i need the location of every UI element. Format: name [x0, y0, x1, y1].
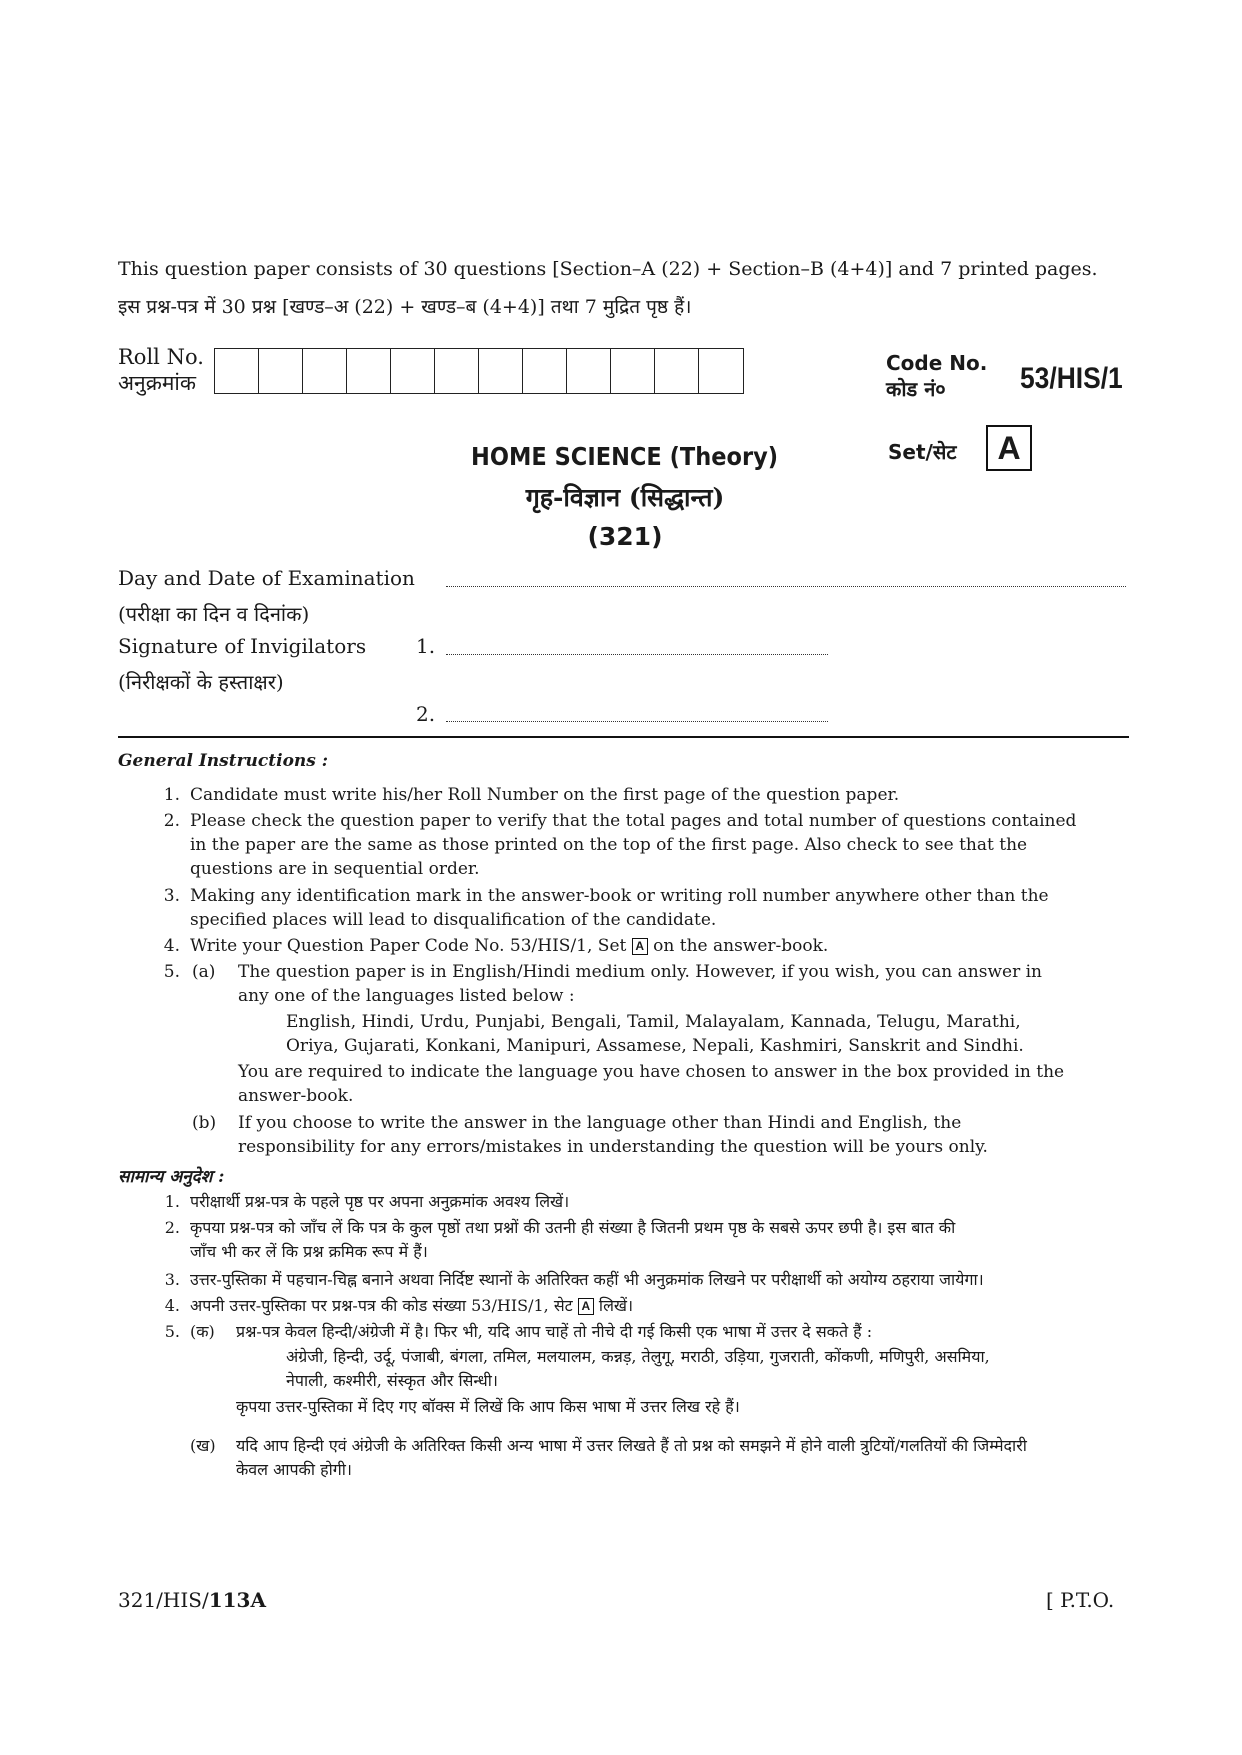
roll-number-cell[interactable] — [303, 349, 347, 393]
hindi-instruction-5b-line2: केवल आपकी होगी। — [236, 1460, 352, 1479]
instruction-5b-line2: responsibility for any errors/mistakes in understanding the question will be yours only. — [238, 1137, 988, 1157]
hindi-instruction-2-line1: कृपया प्रश्न-पत्र को जाँच लें कि पत्र के कुल पृष्ठों तथा प्रश्नों की उतनी ही संख्या है जितनी प्रथम पृष्ठ के सबसे ऊपर छपी है। इस बात की — [190, 1218, 956, 1237]
roll-number-cell[interactable] — [567, 349, 611, 393]
instruction-1: Candidate must write his/her Roll Number on the first page of the question paper. — [190, 785, 900, 805]
roll-number-label: Roll No. अनुक्रमांक — [118, 345, 204, 395]
set-a-mark-hi: A — [578, 1298, 594, 1315]
instruction-3-line2: specified places will lead to disqualification of the candidate. — [190, 910, 717, 930]
languages-list-line1: English, Hindi, Urdu, Punjabi, Bengali, Tamil, Malayalam, Kannada, Telugu, Marathi, — [286, 1012, 1021, 1032]
code-number-value: 53/HIS/1 — [1020, 362, 1123, 395]
roll-number-cell[interactable] — [655, 349, 699, 393]
hindi-instruction-1: परीक्षार्थी प्रश्न-पत्र के पहले पृष्ठ पर अपना अनुक्रमांक अवश्य लिखें। — [190, 1192, 570, 1211]
instruction-4: Write your Question Paper Code No. 53/HIS/1, Set A on the answer-book. — [190, 936, 829, 956]
invigilator-signature-label-hi: (निरीक्षकों के हस्ताक्षर) — [118, 670, 284, 694]
samanya-anudesh-title: सामान्य अनुदेश : — [118, 1167, 225, 1187]
set-a-mark: A — [632, 938, 648, 955]
hindi-languages-line1: अंग्रेजी, हिन्दी, उर्दू, पंजाबी, बंगला, तमिल, मलयालम, कन्नड़, तेलुगू, मराठी, उड़िया, गुजराती, कोंकणी, मणिपुरी, असमिया, — [286, 1347, 990, 1366]
instruction-2-line2: in the paper are the same as those printed on the top of the first page. Also check to see that the — [190, 835, 1028, 855]
subject-code: (321) — [587, 522, 663, 551]
roll-number-cell[interactable] — [215, 349, 259, 393]
set-label: Set/सेट — [888, 440, 957, 464]
signature-2-field[interactable] — [446, 721, 828, 722]
instruction-5a-line3: You are required to indicate the language you have chosen to answer in the box provided in the — [238, 1062, 1065, 1082]
set-box: A — [986, 425, 1032, 471]
roll-number-boxes[interactable] — [214, 348, 744, 394]
signature-1-field[interactable] — [446, 654, 828, 655]
invigilator-signature-label-en: Signature of Invigilators — [118, 634, 367, 658]
code-number-label: Code No. कोड नं० — [886, 351, 988, 401]
hindi-instruction-4: अपनी उत्तर-पुस्तिका पर प्रश्न-पत्र की कोड संख्या 53/HIS/1, सेट A लिखें। — [190, 1296, 634, 1315]
divider — [118, 736, 1129, 738]
subject-title-en: HOME SCIENCE (Theory) — [471, 442, 779, 471]
languages-list-line2: Oriya, Gujarati, Konkani, Manipuri, Assamese, Nepali, Kashmiri, Sanskrit and Sindhi. — [286, 1036, 1024, 1056]
pto-label: [ P.T.O. — [1046, 1588, 1115, 1612]
footer-paper-code: 321/HIS/113A — [118, 1588, 266, 1612]
general-instructions-title: General Instructions : — [118, 751, 329, 771]
hindi-instruction-5a-line1: प्रश्न-पत्र केवल हिन्दी/अंग्रेजी में है। फिर भी, यदि आप चाहें तो नीचे दी गई किसी एक भाषा में उत्तर दे सकते हैं : — [236, 1322, 873, 1341]
instruction-5a-line2: any one of the languages listed below : — [238, 986, 575, 1006]
exam-date-label-en: Day and Date of Examination — [118, 566, 415, 590]
roll-number-cell[interactable] — [479, 349, 523, 393]
instruction-5b-line1: If you choose to write the answer in the language other than Hindi and English, the — [238, 1113, 962, 1133]
roll-number-cell[interactable] — [391, 349, 435, 393]
signature-1-number: 1. — [416, 634, 436, 658]
roll-number-cell[interactable] — [347, 349, 391, 393]
instruction-2-line1: Please check the question paper to verify that the total pages and total number of questions contained — [190, 811, 1077, 831]
exam-date-field[interactable] — [446, 586, 1126, 587]
hindi-instruction-2-line2: जाँच भी कर लें कि प्रश्न क्रमिक रूप में हैं। — [190, 1242, 428, 1261]
hindi-instruction-3: उत्तर-पुस्तिका में पहचान-चिह्न बनाने अथवा निर्दिष्ट स्थानों के अतिरिक्त कहीं भी अनुक्रमांक लिखने पर परीक्षार्थी को अयोग्य ठहराया जायेगा। — [190, 1270, 984, 1289]
subject-title-hi: गृह-विज्ञान (सिद्धान्त) — [525, 483, 725, 512]
instruction-2-line3: questions are in sequential order. — [190, 859, 480, 879]
paper-summary-en: This question paper consists of 30 questions [Section–A (22) + Section–B (4+4)] and 7 printed pages. — [118, 258, 1098, 280]
roll-number-cell[interactable] — [699, 349, 743, 393]
exam-date-label-hi: (परीक्षा का दिन व दिनांक) — [118, 602, 310, 626]
hindi-languages-line2: नेपाली, कश्मीरी, संस्कृत और सिन्धी। — [286, 1371, 498, 1390]
instruction-3-line1: Making any identification mark in the answer-book or writing roll number anywhere other than the — [190, 886, 1049, 906]
paper-summary-hi: इस प्रश्न-पत्र में 30 प्रश्न [खण्ड–अ (22) + खण्ड–ब (4+4)] तथा 7 मुद्रित पृष्ठ हैं। — [118, 296, 692, 318]
hindi-instruction-5b-line1: यदि आप हिन्दी एवं अंग्रेजी के अतिरिक्त किसी अन्य भाषा में उत्तर लिखते हैं तो प्रश्न को समझने में होने वाली त्रुटियों/गलतियों की जिम्मेदारी — [236, 1436, 1027, 1455]
instruction-5a-line1: The question paper is in English/Hindi medium only. However, if you wish, you can answer in — [238, 962, 1042, 982]
hindi-instruction-5a-line2: कृपया उत्तर-पुस्तिका में दिए गए बॉक्स में लिखें कि आप किस भाषा में उत्तर लिख रहे हैं। — [236, 1397, 740, 1416]
signature-2-number: 2. — [416, 702, 436, 726]
general-instructions-list: 1. Candidate must write his/her Roll Number on the first page of the question paper. 2. Please check the question paper to verify that the total pages and total number of questions contained in the paper are the same as those printed on the top of the first page. Also check to see that the questions are in sequential order. 3. Making any identification mark in the answer-book or writing roll number anywhere other than the specified places will lead to disqualification of the candidate. 4. Write your Question Paper Code No. 53/HIS/1, Set A on the answer-book. 5. (a) The question paper is in English/Hindi medium only. However, if you wish, you can answer in any one of the languages listed below : English, Hindi, Urdu, Punjabi, Bengali, Tamil, Malayalam, Kannada, Telugu, Marathi, Oriya, Gujarati, Konkani, Manipuri, Assamese, Nepali, Kashmiri, Sanskrit and Sindhi. You are required to indicate the language you have chosen to answer in the box provided in the answer-book. (b) If you choose to write the answer in the language other than Hindi and English, the responsibility for any errors/mistakes in understanding the question will be yours only. — [0, 783, 1242, 1163]
roll-number-cell[interactable] — [259, 349, 303, 393]
hindi-instructions-list: 1. परीक्षार्थी प्रश्न-पत्र के पहले पृष्ठ पर अपना अनुक्रमांक अवश्य लिखें। 2. कृपया प्रश्न-पत्र को जाँच लें कि पत्र के कुल पृष्ठों तथा प्रश्नों की उतनी ही संख्या है जितनी प्रथम पृष्ठ के सबसे ऊपर छपी है। इस बात की जाँच भी कर लें कि प्रश्न क्रमिक रूप में हैं। 3. उत्तर-पुस्तिका में पहचान-चिह्न बनाने अथवा निर्दिष्ट स्थानों के अतिरिक्त कहीं भी अनुक्रमांक लिखने पर परीक्षार्थी को अयोग्य ठहराया जायेगा। 4. अपनी उत्तर-पुस्तिका पर प्रश्न-पत्र की कोड संख्या 53/HIS/1, सेट A लिखें। 5. (क) प्रश्न-पत्र केवल हिन्दी/अंग्रेजी में है। फिर भी, यदि आप चाहें तो नीचे दी गई किसी एक भाषा में उत्तर दे सकते हैं : अंग्रेजी, हिन्दी, उर्दू, पंजाबी, बंगला, तमिल, मलयालम, कन्नड़, तेलुगू, मराठी, उड़िया, गुजराती, कोंकणी, मणिपुरी, असमिया, नेपाली, कश्मीरी, संस्कृत और सिन्धी। कृपया उत्तर-पुस्तिका में दिए गए बॉक्स में लिखें कि आप किस भाषा में उत्तर लिख रहे हैं। (ख) यदि आप हिन्दी एवं अंग्रेजी के अतिरिक्त किसी अन्य भाषा में उत्तर लिखते हैं तो प्रश्न को समझने में होने वाली त्रुटियों/गलतियों की जिम्मेदारी केवल आपकी होगी। — [0, 1190, 1242, 1490]
roll-number-cell[interactable] — [523, 349, 567, 393]
roll-number-cell[interactable] — [611, 349, 655, 393]
roll-number-cell[interactable] — [435, 349, 479, 393]
instruction-5a-line4: answer-book. — [238, 1086, 354, 1106]
